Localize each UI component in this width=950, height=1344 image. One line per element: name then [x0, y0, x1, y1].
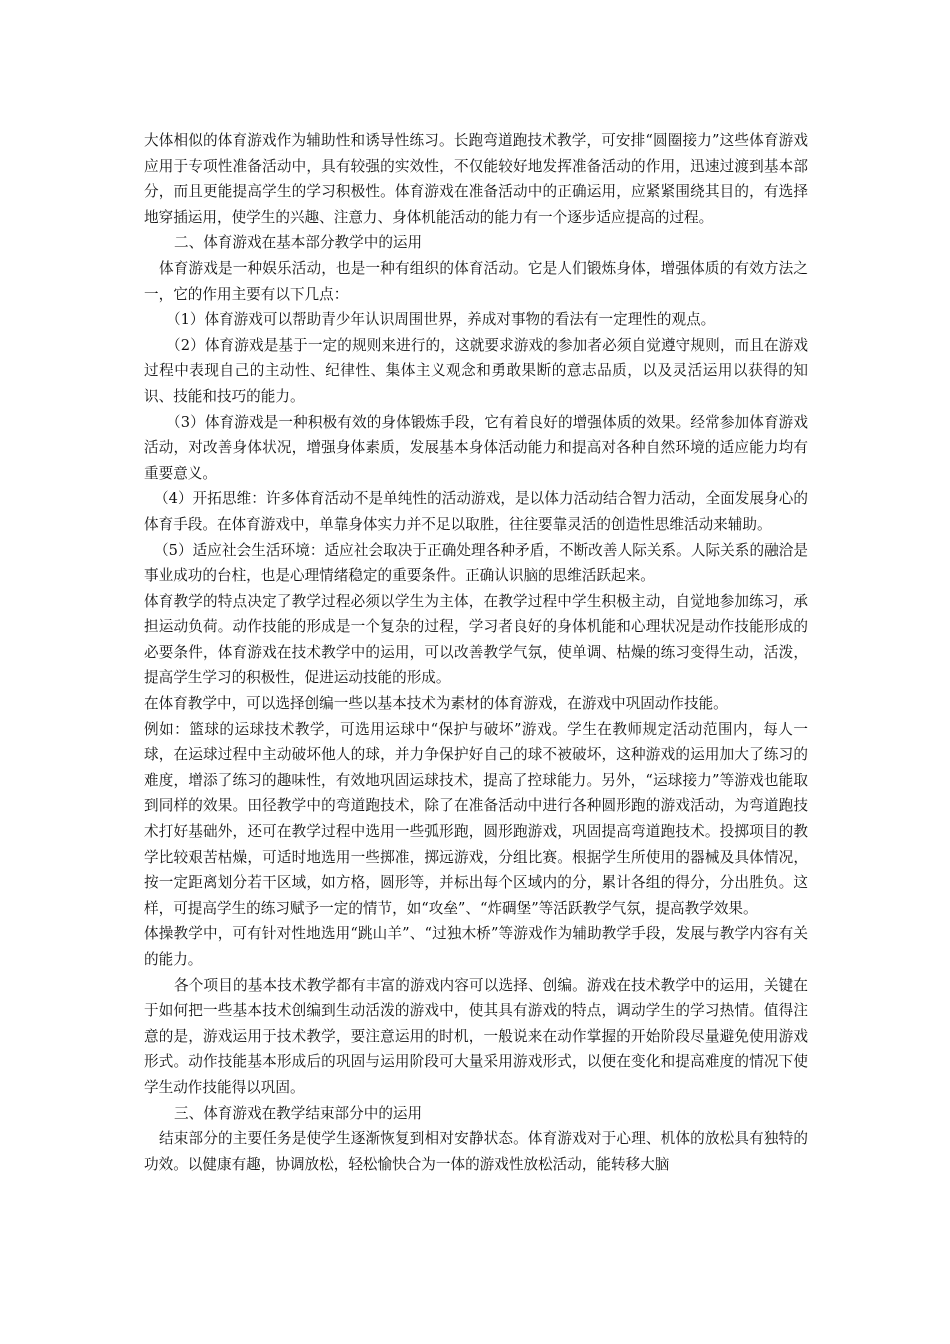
paragraph-basic-technique: 各个项目的基本技术教学都有丰富的游戏内容可以选择、创编。游戏在技术教学中的运用，关键在于如何把一些基本技术创编到生动活泼的游戏中，使其具有游戏的特点，调动学生的学习热情。值得注意的是，游戏运用于技术教学，要注意运用的时机，一般说来在动作掌握的开始阶段尽量避免使用游戏形式。动作技能基本形成后的巩固与运用阶段可大量采用游戏形式，以便在变化和提高难度的情况下使学生动作技能得以巩固。	[144, 976, 808, 1096]
document-page	[144, 128, 808, 1177]
paragraph-teaching-features: 体育教学的特点决定了教学过程必须以学生为主体，在教学过程中学生积极主动，自觉地参加练习，承担运动负荷。动作技能的形成是一个复杂的过程，学习者良好的身体机能和心理状况是动作技能形成的必要条件，体育游戏在技术教学中的运用，可以改善教学气氛，使单调、枯燥的练习变得生动，活泼，提高学生学习的积极性，促进运动技能的形成。	[144, 592, 808, 687]
paragraph-intro: 大体相似的体育游戏作为辅助性和诱导性练习。长跑弯道跑技术教学，可安排“圆圈接力”这些体育游戏应用于专项性准备活动中，具有较强的实效性，不仅能较好地发挥准备活动的作用，迅速过渡到基本部分，而且更能提高学生的学习积极性。体育游戏在准备活动中的正确运用，应紧紧围绕其目的，有选择地穿插运用，使学生的兴趣、注意力、身体机能活动的能力有一个逐步适应提高的过程。	[144, 132, 808, 226]
list-item-1: （1）体育游戏可以帮助青少年认识周围世界，养成对事物的看法有一定理性的观点。	[166, 311, 716, 329]
paragraph-gymnastics: 体操教学中，可有针对性地选用“跳山羊”、“过独木桥”等游戏作为辅助教学手段，发展与教学内容有关的能力。	[144, 925, 808, 968]
list-item-4: （4）开拓思维：许多体育活动不是单纯性的活动游戏，是以体力活动结合智力活动，全面发展身心的体育手段。在体育游戏中，单靠身体实力并不足以取胜，往往要靠灵活的创造性思维活动来辅助。	[144, 490, 808, 533]
paragraph-definition: 体育游戏是一种娱乐活动，也是一种有组织的体育活动。它是人们锻炼身体，增强体质的有效方法之一，它的作用主要有以下几点：	[144, 259, 808, 303]
section-heading-2: 二、体育游戏在基本部分教学中的运用	[174, 234, 423, 252]
paragraph-create-games: 在体育教学中，可以选择创编一些以基本技术为素材的体育游戏，在游戏中巩固动作技能。	[144, 695, 728, 713]
list-item-2: （2）体育游戏是基于一定的规则来进行的，这就要求游戏的参加者必须自觉遵守规则，而且在游戏过程中表现自己的主动性、纪律性、集体主义观念和勇敢果断的意志品质，以及灵活运用以获得的知识、技能和技巧的能力。	[144, 336, 808, 405]
section-heading-3: 三、体育游戏在教学结束部分中的运用	[174, 1104, 423, 1122]
paragraph-examples: 例如：篮球的运球技术教学，可选用运球中“保护与破坏”游戏。学生在教师规定活动范围内，每人一球，在运球过程中主动破坏他人的球，并力争保护好自己的球不被破坏，这种游戏的运用加大了练习的难度，增添了练习的趣味性，有效地巩固运球技术，提高了控球能力。另外，“运球接力”等游戏也能取到同样的效果。田径教学中的弯道跑技术，除了在准备活动中进行各种圆形跑的游戏活动，为弯道跑技术打好基础外，还可在教学过程中选用一些弧形跑，圆形跑游戏，巩固提高弯道跑技术。投掷项目的教学比较艰苦枯燥，可适时地选用一些掷准，掷远游戏，分组比赛。根据学生所使用的器械及具体情况，按一定距离划分若干区域，如方格，圆形等，并标出每个区域内的分，累计各组的得分，分出胜负。这样，可提高学生的练习赋予一定的情节，如“攻垒”、“炸碉堡”等活跃教学气氛，提高教学效果。	[144, 720, 808, 917]
list-item-5: （5）适应社会生活环境：适应社会取决于正确处理各种矛盾，不断改善人际关系。人际关系的融洽是事业成功的台柱，也是心理情绪稳定的重要条件。正确认识脑的思维活跃起来。	[144, 541, 808, 585]
list-item-3: （3）体育游戏是一种积极有效的身体锻炼手段，它有着良好的增强体质的效果。经常参加体育游戏活动，对改善身体状况，增强身体素质，发展基本身体活动能力和提高对各种自然环境的适应能力均有重要意义。	[144, 413, 808, 482]
paragraph-ending: 结束部分的主要任务是使学生逐渐恢复到相对安静状态。体育游戏对于心理、机体的放松具有独特的功效。以健康有趣，协调放松，轻松愉快合为一体的游戏性放松活动，能转移大脑	[144, 1130, 808, 1173]
